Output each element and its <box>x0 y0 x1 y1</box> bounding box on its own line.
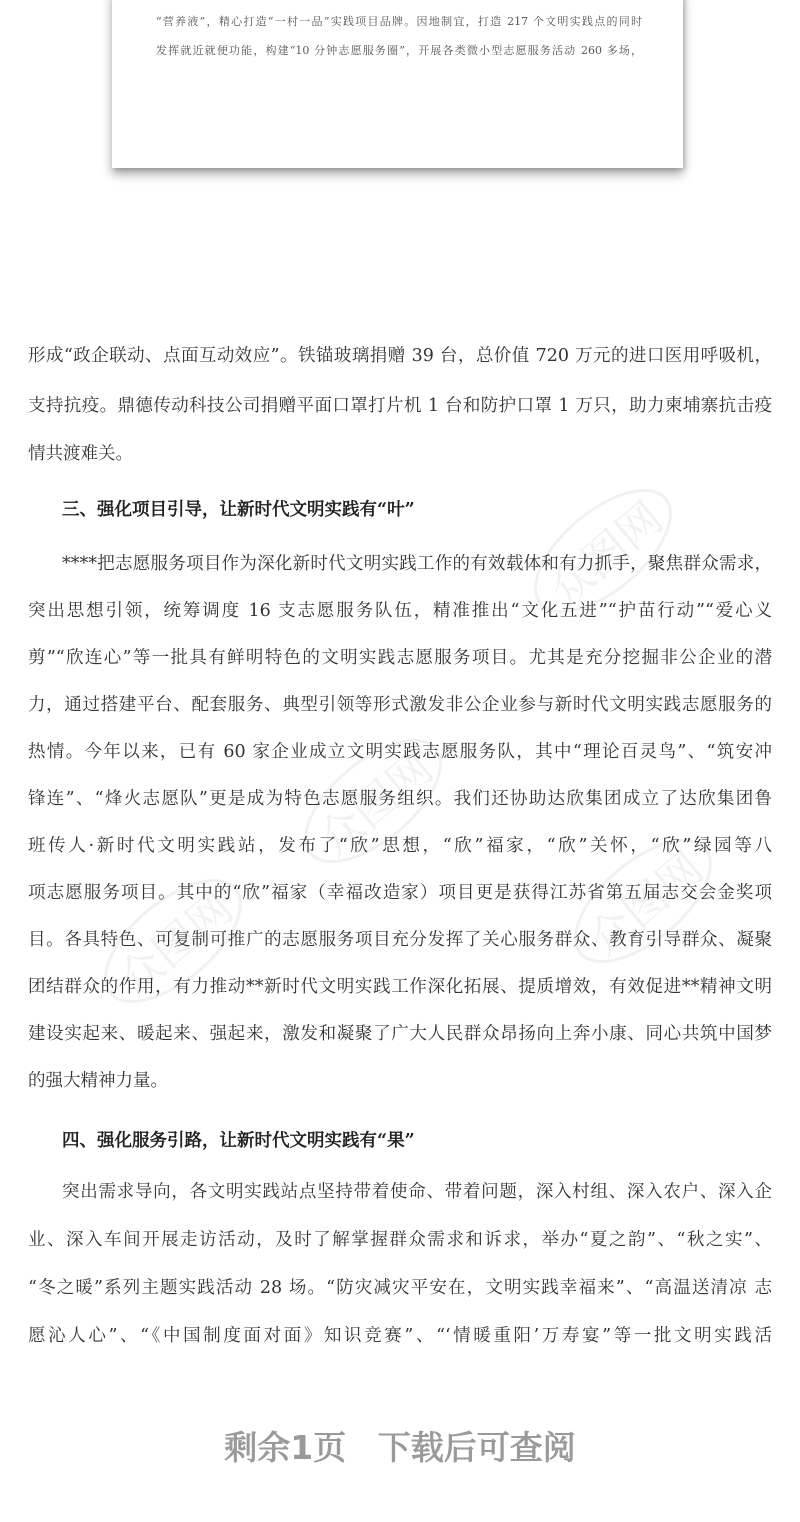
paragraph-line: “冬之暖”系列主题实践活动 28 场。“防灾减灾平安在，文明实践幸福来”、“高温送清凉 志 <box>28 1278 772 1298</box>
paragraph-line: 的强大精神力量。 <box>28 1071 168 1091</box>
watermark: 众图网 <box>513 466 693 636</box>
section-heading-4: 四、强化服务引路，让新时代文明实践有“果” <box>62 1131 415 1151</box>
paragraph-line: ****把志愿服务项目作为深化新时代文明实践工作的有效载体和有力抓手，聚焦群众需求， <box>62 554 772 574</box>
paragraph-line: 热情。今年以来，已有 60 家企业成立文明实践志愿服务队，其中“理论百灵鸟”、“筑安冲 <box>28 742 772 762</box>
preview-page-card <box>112 0 683 168</box>
paragraph-line: 剪”“欣连心”等一批具有鲜明特色的文明实践志愿服务项目。尤其是充分挖掘非公企业的潜 <box>28 648 772 668</box>
paragraph-line: 业、深入车间开展走访活动，及时了解掌握群众需求和诉求，举办“夏之韵”、“秋之实”、 <box>28 1230 772 1250</box>
paragraph-line: 情共渡难关。 <box>28 444 133 464</box>
download-to-read-more-button[interactable]: 剩余1页 下载后可查阅 <box>224 1428 576 1467</box>
paragraph-line: 突出思想引领，统筹调度 16 支志愿服务队伍，精准推出“文化五进”“护苗行动”“爱心义 <box>28 601 772 621</box>
paragraph-line: 团结群众的作用，有力推动**新时代文明实践工作深化拓展、提质增效，有效促进**精神文明 <box>28 977 772 997</box>
paragraph-line: 突出需求导向，各文明实践站点坚持带着使命、带着问题，深入村组、深入农户、深入企 <box>62 1182 772 1202</box>
paragraph-line: 项志愿服务项目。其中的“欣”福家（幸福改造家）项目更是获得江苏省第五届志交会金奖项 <box>28 883 772 903</box>
paragraph-line: 形成“政企联动、点面互动效应”。铁锚玻璃捐赠 39 台，总价值 720 万元的进口医用呼吸机， <box>28 346 772 366</box>
card-line: “营养液”，精心打造“一村一品”实践项目品牌。因地制宜，打造 217 个文明实践点的同时 <box>156 15 642 28</box>
card-line: 发挥就近就便功能，构建“10 分钟志愿服务圈”，开展各类微小型志愿服务活动 260 多场， <box>156 44 642 57</box>
paragraph-line: 力，通过搭建平台、配套服务、典型引领等形式激发非公企业参与新时代文明实践志愿服务的 <box>28 695 772 715</box>
paragraph-line: 建设实起来、暖起来、强起来，激发和凝聚了广大人民群众昂扬向上奔小康、同心共筑中国梦 <box>28 1024 772 1044</box>
watermark: 众图网 <box>83 856 263 1026</box>
watermark: 众图网 <box>553 816 733 986</box>
paragraph-line: 支持抗疫。鼎德传动科技公司捐赠平面口罩打片机 1 台和防护口罩 1 万只，助力柬埔寨抗击疫 <box>28 396 772 416</box>
watermark: 众图网 <box>283 716 463 886</box>
paragraph-line: 目。各具特色、可复制可推广的志愿服务项目充分发挥了关心服务群众、教育引导群众、凝聚 <box>28 930 772 950</box>
paragraph-line: 班传人·新时代文明实践站，发布了“欣”思想，“欣”福家，“欣”关怀，“欣”绿园等八 <box>28 836 772 856</box>
section-heading-3: 三、强化项目引导，让新时代文明实践有“叶” <box>62 500 415 520</box>
paragraph-line: 锋连”、“烽火志愿队”更是成为特色志愿服务组织。我们还协助达欣集团成立了达欣集团鲁 <box>28 789 772 809</box>
paragraph-line: 愿沁人心”、“《中国制度面对面》知识竞赛”、“‘情暖重阳’万寿宴”等一批文明实践活 <box>28 1326 772 1346</box>
